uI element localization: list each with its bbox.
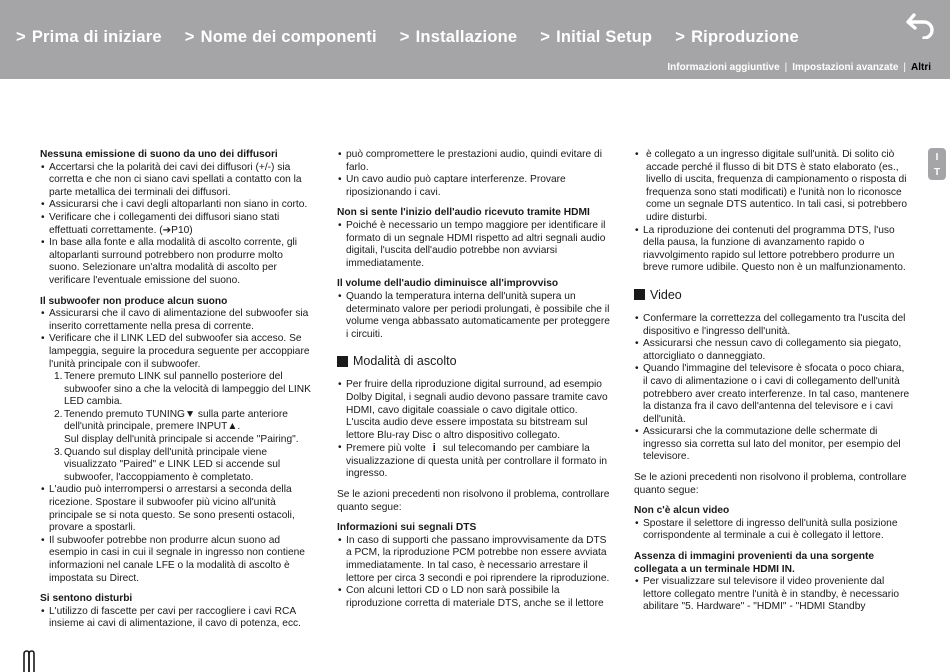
bullet-item: • In base alla fonte e alla modalità di ascolto corrente, gli altoparlanti surround potrebbero non produrre molto suono. Selezionare un'altra modalità di ascolto per verificare l'eventuale emissione del suono. [40,237,316,287]
bullet-item [337,442,613,481]
section-title [634,287,910,303]
numbered-step-continuation: Sul display dell'unità principale si accende "Pairing". [64,434,299,446]
step-text: Tenere premuto LINK sul pannello posteriore del subwoofer sino a che la velocità di lampeggio del LINK LED cambia. [64,371,311,408]
side-tab-bottom: T [933,167,941,178]
subnav-advanced-link[interactable]: Impostazioni avanzate [792,62,899,73]
main-nav [16,28,799,47]
nav-label: Installazione [415,28,518,46]
continued-text-content: può compromettere le prestazioni audio, quindi evitare di farlo. [346,149,602,173]
section-square-icon [634,289,645,300]
section-title [337,353,613,369]
nav-prima-di-iniziare[interactable] [16,28,162,47]
bullet-item: • Un cavo audio può captare interferenze. Provare riposizionando i cavi. [337,174,613,199]
heading: Assenza di immagini provenienti da una sorgente collegata a un terminale HDMI IN. [634,551,875,575]
bullet-item: • Assicurarsi che i cavi degli altoparlanti non siano in corto. [40,199,316,212]
bullet-text: sul telecomando per cambiare la visualizzazione di questa unità per controllare il formato in ingresso. [346,443,608,480]
bullet-item: • Assicurarsi che nessun cavo di collegamento sia piegato, attorcigliato o danneggiato. [634,338,910,363]
bullet-item: • Poiché è necessario un tempo maggiore per identificare il formato di un segnale HDMI rispetto ad altri segnali audio digitali, l'uscita dell'audio potrebbe non avviarsi immediatamente. [337,220,613,270]
section-title-text: Video [650,287,682,302]
nav-label: Initial Setup [556,28,653,46]
bullet-item: • Verificare che i collegamenti dei diffusori siano stati effettuati correttamente. (➔P10) [40,212,316,237]
info-button-icon: i [432,442,436,455]
side-tab-top: I [935,152,939,163]
subnav-others-link[interactable]: Altri [911,62,931,73]
bullet-item: • Per fruire della riproduzione digital surround, ad esempio Dolby Digital, i segnali audio devono passare tramite cavo HDMI, cavo digitale coassiale o cavo digitale ottico. L'uscita audio deve essere impostata su bitstream sul lettore Blu-ray Disc o altro dispositivo collegato. [337,379,613,442]
bullet-item: • Accertarsi che la polarità dei cavi dei diffusori (+/-) sia corretta e che non ci siano cavi spellati a contatto con la parte metallica dei terminali dei diffusori. [40,162,316,200]
bullet-item: • Assicurarsi che il cavo di alimentazione del subwoofer sia inserito correttamente nella presa di corrente. [40,308,316,333]
numbered-step [40,409,316,434]
nav-initial-setup[interactable] [540,28,652,47]
continued-text-content: è collegato a un ingresso digitale sull'unità. Di solito ciò accade perché il flusso di bit DTS è stato elaborato (es., livello di uscita, frequenza di campionamento o risposta di frequenza sono stati modificati) e l'unità non lo riconosce come un segnale DTS autentico. In tali casi, si potrebbero udire disturbi. [646,149,908,223]
heading: Si sentono disturbi [40,593,133,605]
nav-label: Prima di iniziare [31,28,162,46]
nav-nome-dei-componenti[interactable] [185,28,377,47]
step-number: 1. [54,371,63,383]
bullet-item: • Verificare che il LINK LED del subwoofer sia acceso. Se lampeggia, seguire la procedura seguente per accoppiare l'unità principale con il subwoofer. [40,333,316,371]
bullet-item: • Con alcuni lettori CD o LD non sarà possibile la riproduzione corretta di materiale DTS, anche se il lettore [337,585,613,610]
section-square-icon [337,356,348,367]
bullet-text: Premere più volte [346,443,426,455]
bullet-item: • Per visualizzare sul televisore il video proveniente dal lettore collegato mentre l'unità è in standby, è necessario abilitare "5. Hardware" - "HDMI" - "HDMI Standby [634,576,910,614]
subnav [667,62,931,73]
section-title-text: Modalità di ascolto [353,354,457,369]
nav-installazione[interactable] [400,28,517,47]
column-3 [634,149,910,614]
bullet-item: • Confermare la correttezza del collegamento tra l'uscita del dispositivo e l'ingresso dell'unità. [634,313,910,338]
subnav-separator: | [903,62,906,73]
bullet-item: • L'audio può interrompersi o arrestarsi a seconda della ricezione. Spostare il subwoofer più vicino all'unità principale se si nota questo. Se sono presenti ostacoli, provare a spostarli. [40,484,316,534]
bullet-item: • La riproduzione dei contenuti del programma DTS, l'uso della pausa, la funzione di avanzamento rapido o riavvolgimento rapido sul lettore potrebbero produrre un breve rumore udibile. Questo non è un malfunzionamento. [634,225,910,275]
heading: Il volume dell'audio diminuisce all'improvviso [337,278,559,290]
heading: Informazioni sui segnali DTS [337,522,477,534]
heading: Non c'è alcun video [634,505,730,517]
bullet-item: • Quando l'immagine del televisore è sfocata o poco chiara, il cavo di alimentazione o i cavi di collegamento dell'unità potrebbero aver creato interferenze. In tal caso, mantenere la distanza fra il cavo dell'antenna del televisore e i cavi dell'unità. [634,363,910,426]
nav-arrow: > [184,28,195,46]
nav-arrow: > [16,28,26,46]
continued-text [634,149,910,225]
step-number: 2. [54,408,63,420]
bullet-item: • Quando la temperatura interna dell'unità supera un determinato valore per periodi prolungati, è possibile che il volume venga abbassato automaticamente per proteggere i circuiti. [337,291,613,341]
nav-arrow: > [540,28,551,46]
bullet-item: • L'utilizzo di fascette per cavi per raccogliere i cavi RCA insieme ai cavi di alimentazione, il cavo di potenza, ecc. [40,606,316,631]
heading: Non si sente l'inizio dell'audio ricevuto tramite HDMI [337,207,590,219]
subnav-separator: | [784,62,788,73]
column-1 [40,149,316,631]
bullet-item: • Spostare il selettore di ingresso dell'unità sulla posizione corrispondente al terminale a cui è collegato il lettore. [634,518,910,543]
paragraph: Se le azioni precedenti non risolvono il problema, controllare quanto segue: [337,489,610,513]
nav-arrow: > [675,28,686,46]
continued-text [337,149,613,174]
page-number-glyph [22,650,36,672]
language-side-tab[interactable] [928,148,946,180]
back-icon[interactable] [902,9,938,39]
header-bar [0,0,950,79]
nav-label: Riproduzione [691,28,799,46]
step-text: Quando sul display dell'unità principale viene visualizzato "Paired" e LINK LED si accende sul subwoofer, l'accoppiamento è completato. [64,446,281,483]
step-text: Tenendo premuto TUNING▼ sulla parte anteriore dell'unità principale, premere INPUT▲. [64,408,288,433]
bullet-item: • Assicurarsi che la commutazione delle schermate di ingresso sia corretta sul lato del monitor, per esempio del televisore. [634,426,910,464]
heading: Il subwoofer non produce alcun suono [40,295,228,307]
subnav-info-link[interactable]: Informazioni aggiuntive [667,62,780,73]
bullet-item: • In caso di supporti che passano improvvisamente da DTS a PCM, la riproduzione PCM potrebbe non essere avviata immediatamente. In tal caso, è necessario arrestare il lettore per circa 3 secondi e poi riprendere la riproduzione. [337,535,613,585]
column-2 [337,149,613,610]
paragraph: Se le azioni precedenti non risolvono il problema, controllare quanto segue: [634,472,907,496]
step-number: 3. [54,446,63,458]
nav-arrow: > [399,28,410,46]
heading: Nessuna emissione di suono da uno dei diffusori [40,149,278,160]
nav-label: Nome dei componenti [200,28,377,46]
numbered-step [40,447,316,485]
bullet-item: • Il subwoofer potrebbe non produrre alcun suono ad esempio in casi in cui il segnale in ingresso non contiene informazioni nel canale LFE o la modalità di ascolto è impostata su Direct. [40,535,316,585]
numbered-step [40,371,316,409]
nav-riproduzione[interactable] [675,28,799,47]
